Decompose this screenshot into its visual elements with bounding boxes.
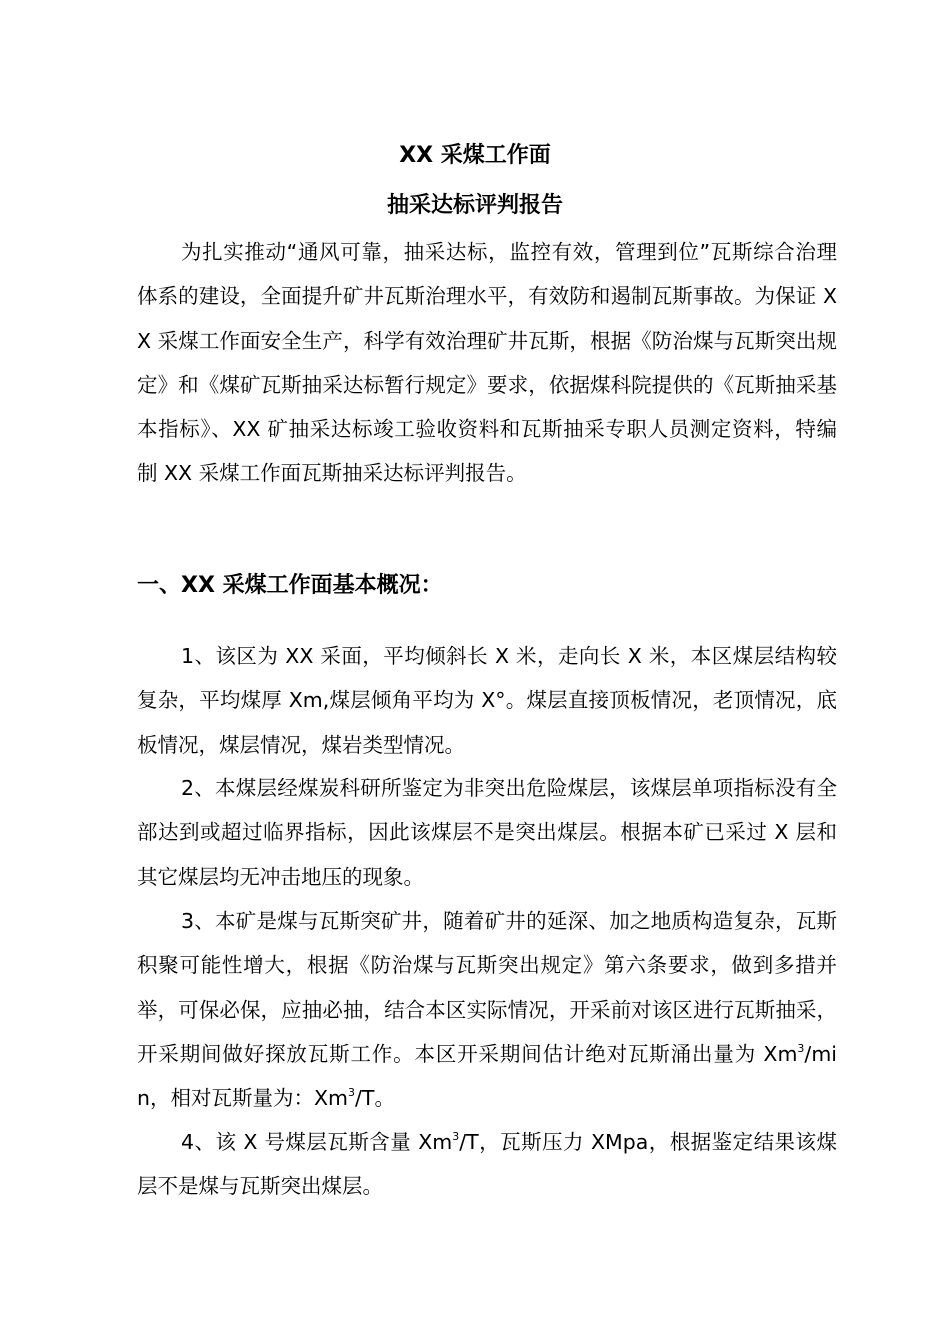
item-4-text-part-2: /T，瓦斯压力 XMpa，根据鉴定结果该煤层不是煤与瓦斯突出煤层。 bbox=[137, 1130, 837, 1199]
intro-paragraph: 为扎实推动“通风可靠，抽采达标，监控有效，管理到位”瓦斯综合治理体系的建设，全面提升矿井瓦斯治理水平，有效防和遏制瓦斯事故。为保证 XX 采煤工作面安全生产，科学有效治理矿井瓦斯，根据《防治煤与瓦斯突出规定》和《煤矿瓦斯抽采达标暂行规定》要求，依据煤科院提供的《瓦斯抽采基本指标》、XX 矿抽采达标竣工验收资料和瓦斯抽采专职人员测定资料，特编制 XX 采煤工作面瓦斯抽采达标评判报告。 bbox=[137, 240, 837, 486]
superscript-cubic: 3 bbox=[348, 1086, 356, 1100]
superscript-cubic: 3 bbox=[797, 1041, 805, 1055]
document-title-line-1: XX 采煤工作面 bbox=[399, 143, 551, 168]
section-heading: 一、XX 采煤工作面基本概况： bbox=[137, 573, 443, 598]
paragraph-item-1: 1、该区为 XX 采面，平均倾斜长 X 米，走向长 X 米，本区煤层结构较复杂，平均煤厚 Xm,煤层倾角平均为 X°。煤层直接顶板情况，老顶情况，底板情况，煤层情况，煤岩类型情况。 bbox=[137, 644, 837, 757]
item-3-text-part-3: /T。 bbox=[355, 1086, 395, 1111]
superscript-cubic: 3 bbox=[452, 1130, 460, 1143]
paragraph-item-3 bbox=[137, 899, 837, 1120]
paragraph-item-2: 2、本煤层经煤炭科研所鉴定为非突出危险煤层，该煤层单项指标没有全部达到或超过临界指标，因此该煤层不是突出煤层。根据本矿已采过 X 层和其它煤层均无冲击地压的现象。 bbox=[137, 776, 837, 889]
paragraph-item-4 bbox=[137, 1120, 837, 1209]
item-3-text-part-1: 3、本矿是煤与瓦斯突矿井，随着矿井的延深、加之地质构造复杂，瓦斯积聚可能性增大，根据《防治煤与瓦斯突出规定》第六条要求，做到多措并举，可保必保，应抽必抽，结合本区实际情况，开采前对该区进行瓦斯抽采，开采期间做好探放瓦斯工作。本区开采期间估计绝对瓦斯涌出量为 Xm bbox=[137, 909, 837, 1066]
document-title-line-2: 抽采达标评判报告 bbox=[386, 193, 563, 218]
item-3-text-part-2: /min，相对瓦斯量为：Xm bbox=[137, 1041, 837, 1111]
item-4-text-part-1: 4、该 X 号煤层瓦斯含量 Xm bbox=[181, 1130, 453, 1154]
